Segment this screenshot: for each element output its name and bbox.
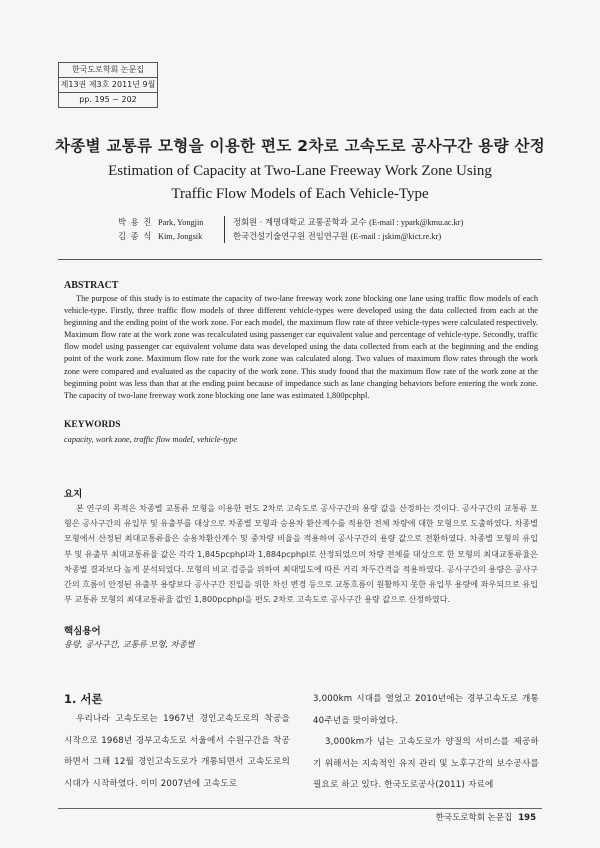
- footer-journal-name: 한국도로학회 논문집: [435, 813, 513, 823]
- author-affiliation: [224, 216, 463, 230]
- journal-name: 한국도로학회 논문집: [59, 63, 157, 78]
- paper-title-korean: 차종별 교통류 모형을 이용한 편도 2차로 고속도로 공사구간 용량 산정: [55, 137, 545, 155]
- title-en-line-1: Estimation of Capacity at Two-Lane Freeway Work Zone Using: [108, 163, 492, 179]
- korean-abstract-heading: 요지: [64, 489, 83, 500]
- korean-abstract-text: 본 연구의 목적은 차종별 교통류 모형을 이용한 편도 2차로 고속도로 공사구간의 용량 값을 산정하는 것이다. 공사구간의 교통류 모형은 공사구간의 유입부 및 유출부를 대상으로 차종별 모형과 승용차 환산계수를 적용한 전체 차량에 대한 모형으로 도출하였다. 차종별 모형에서 산정된 최대교통류율은 승용차환산계수 및 중차량 비율을 적용하여 공사구간의 용량 값으로 전환하였다. 차종별 모형의 유입부 및 유출부 최대교통류율 값은 각각 1,845pcphpl과 1,884pcphpl로 산정되었으며 차량 전체를 대상으로 한 모형의 최대교통류율은 차종별 결과보다 높게 분석되었다. 모형의 비교 검증을 위하여 최대밀도에 따른 거리 차두간격을 적용하였다. 공사구간의 용량은 공사구간의 흐름이 안정된 유출부 용량보다 공사구간 진입을 위한 차선 변경 등으로 교통흐름이 원활하지 못한 유입부 용량에 좌우되므로 유입부 교통류 모형의 최대교통류율 값인 1,800pcphpl을 편도 2차로 고속도로 공사구간 용량 값으로 산정하였다.: [64, 503, 538, 605]
- abstract-text: The purpose of this study is to estimate the capacity of two-lane freeway work zone blocking one lane using traffic flow models of each vehicle-type. Firstly, three traffic flow models of three different vehicle-types were developed using the data collected from each at the beginning and the ending point of the work zone. For each model, the maximum flow rate of three vehicle-types were calculated respectively. Maximum flow rate at the work zone was recalculated using passenger car equivalent value and percentage of vehicle-type. Secondly, traffic flow model using passenger car equivalent volume data was developed using the data collected from each at the beginning and the ending point of the work zone. Maximum flow rate for the work zone was calculated along. Two values of maximum flow rates through the work zone were compared and evaluated as the capacity of the work zone. This study found that the maximum flow rate of the work zone at the beginning point was less than that at the ending point because of impedance such as lane changing behaviors before entering the work zone. The capacity of two-lane freeway work zone blocking one lane was estimated 1,800pcphpl.: [64, 294, 538, 400]
- keywords-heading: KEYWORDS: [64, 420, 121, 430]
- journal-pages: pp. 195 ~ 202: [79, 95, 137, 104]
- page-footer: [436, 811, 536, 823]
- author-row: [118, 230, 518, 244]
- author-name-en: Park, Yongjin: [158, 218, 204, 227]
- author-name-ko: 김 종 식: [118, 230, 153, 241]
- page-number: 195: [518, 813, 536, 823]
- author-name-en: Kim, Jongsik: [158, 231, 203, 241]
- author-email[interactable]: (E-mail : jskim@kict.re.kr): [350, 231, 442, 241]
- body-column-left: 우리나라 고속도로는 1967년 경인고속도로의 착공을 시작으로 1968년 경부고속도로 서울에서 수원구간을 착공하면서 그해 12월 경인고속도로가 개통되면서 고속도로의 시대가 시작하였다. 이미 2007년에 고속도로: [64, 714, 290, 789]
- author-row: [118, 216, 518, 230]
- body-column-right: [313, 689, 539, 797]
- author-block: [118, 216, 518, 243]
- header-divider: [58, 259, 542, 260]
- korean-keywords-text: 용량, 공사구간, 교통류 모형, 차종별: [64, 639, 195, 649]
- author-affiliation-text: 한국건설기술연구원 전임연구원: [233, 230, 348, 241]
- journal-info-box: [58, 62, 158, 108]
- body-paragraph: 3,000km가 넘는 고속도로가 양질의 서비스를 제공하기 위해서는 지속적인 유지 관리 및 노후구간의 보수공사를 필요로 하고 있다. 한국도로공사(2011) 자료에: [313, 737, 539, 790]
- body-paragraph: 3,000km 시대를 열었고 2010년에는 경부고속도로 개통 40주년을 맞이하였다.: [313, 694, 539, 726]
- korean-keywords-heading: 핵심용어: [64, 626, 101, 637]
- author-affiliation-text: 정회원 · 계명대학교 교통공학과 교수: [233, 217, 367, 227]
- section-1-heading: 1. 서론: [64, 692, 103, 706]
- title-en-line-2: Traffic Flow Models of Each Vehicle-Type: [171, 186, 429, 202]
- footer-divider: [58, 808, 542, 809]
- author-name-ko: 박 용 진: [118, 217, 153, 227]
- journal-issue: 제13권 제3호 2011년 9월: [59, 78, 157, 93]
- author-email[interactable]: (E-mail : ypark@kmu.ac.kr): [369, 218, 464, 227]
- abstract-heading: ABSTRACT: [64, 280, 119, 291]
- author-affiliation: [224, 230, 441, 244]
- keywords-text: capacity, work zone, traffic flow model, vehicle-type: [64, 435, 238, 444]
- paper-title-english: [0, 160, 600, 206]
